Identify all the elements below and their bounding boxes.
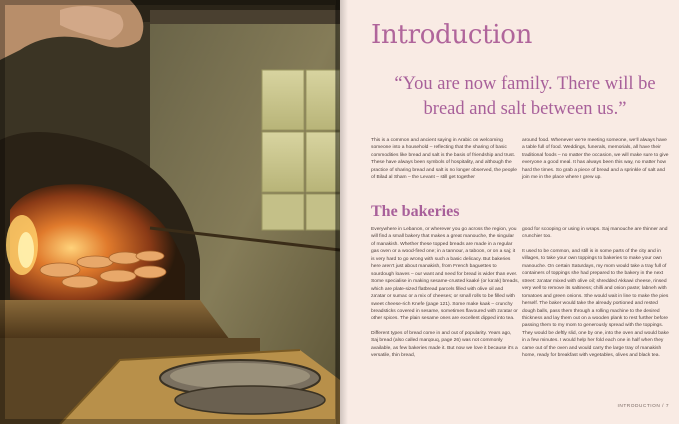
bakeries-column-1 bbox=[371, 226, 519, 367]
intro-column-1 bbox=[371, 137, 519, 189]
bakeries-paragraph-3: good for scooping or using in wraps. Saj manouche are thinner and crunchier too. bbox=[522, 227, 668, 240]
page-footer: INTRODUCTION / 7 bbox=[617, 404, 669, 409]
bakeries-paragraph-4: It used to be common, and still is in some parts of the city and in villages, to take your own toppings to bakeries to make your own manouche. On certain Saturdays, my mom would take a tray full of containers of toppings she had prepared to the bakery in the next street: za’atar mixed with olive oil; shredded Akkawi cheese, rinsed very well to remove its saltiness; chilli and onion paste; labneh with tomatoes and green onions. She would wait in line to make the pies herself. The baker would take the already portioned and rested dough balls, pass them through a rolling machine to the desired thickness and lay them out on a wooden plank to rest further before passing them to my mom to generously spread with the toppings. They would be deftly slid, one by one, into the oven and would bake in a few minutes. I would help her fold each one in half when they came out of the oven and would carry the large tray of manakish home, ready for breakfast with vegetables, olives and black tea. bbox=[522, 248, 669, 359]
intro-paragraph-2: around food. Whenever we’re meeting someone, we’ll always have a table full of food. Weddings, funerals, memorials, all have their traditional foods – no matter the occasion, we will make sure to give everyone a good meal. It has always been this way, no matter how hard the times. So grab a piece of bread and a sprinkle of salt and join me in the place where I grew up. bbox=[522, 138, 669, 181]
section-heading: The bakeries bbox=[371, 203, 460, 220]
bakeries-paragraph-1: Everywhere in Lebanon, or wherever you go across the region, you will find a small bakery that makes a great manouche, the singular of manakish. Whether these topped breads are made in a regular gas oven or a wood-fired one; in a tannour, a taboon, or on a saj; it is very hard to go wrong with such a basic delicacy. But bakeries here aren’t just about manakish, from French baguettes to sourdough loaves – our want and need for bread is wider than ever. Some specialise in making sesame-crusted kaaké (or ka’ak) breads, which are plate-sized flatbread parcels filled with olive oil and za’atar or sumac or a mix of cheeses; or small rolls to be filled with sweet cheese-rich Knefe (page 121). Some make kaak – crunchy breadsticks covered in sesame, sometimes flavoured with za’atar or other spices. The plain sesame ones are excellent dipped into tea. bbox=[371, 227, 519, 322]
text-page bbox=[340, 0, 679, 424]
bakeries-column-2 bbox=[522, 226, 670, 367]
bakeries-paragraph-2: Different types of bread come in and out of popularity. Years ago, Saj bread (also called marqouq, page 26) was not commonly available, as few bakeries made it. But now we love it because it’s a versatile, thin bread, bbox=[371, 330, 518, 359]
intro-paragraph-1: This is a common and ancient saying in Arabic on welcoming someone into a household – reflecting that the sharing of basic commodities like bread and salt is the basis of friendship and trust. These have always been symbols of hospitality, and although the practice of sharing bread and salt is no longer observed, the people of Bilad al Sham – the Levant – still get together bbox=[371, 138, 517, 181]
page-title: Introduction bbox=[371, 20, 533, 50]
intro-column-2 bbox=[522, 137, 670, 189]
pull-quote: “You are now family. There will be bread and salt between us.” bbox=[394, 74, 656, 119]
